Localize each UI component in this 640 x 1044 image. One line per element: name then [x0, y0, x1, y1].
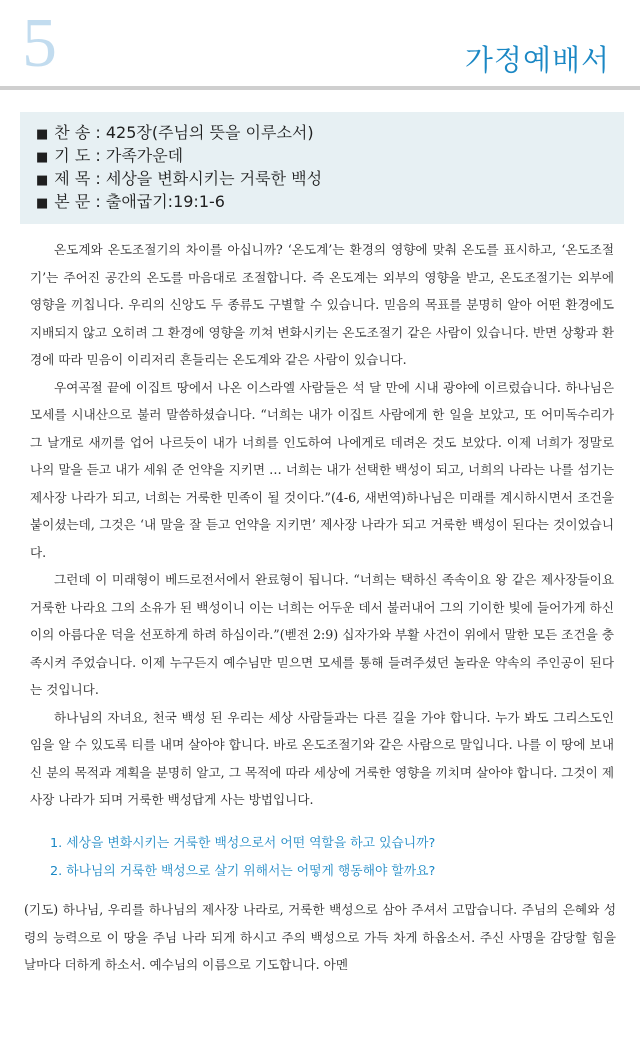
square-bullet-icon: ■: [36, 150, 49, 165]
square-bullet-icon: ■: [36, 127, 49, 142]
question-item: 1. 세상을 변화시키는 거룩한 백성으로서 어떤 역할을 하고 있습니까?: [50, 836, 436, 851]
info-value: 425장(주님의 뜻을 이루소서): [105, 123, 314, 142]
info-row-subject: [36, 168, 322, 192]
info-row-scripture: [36, 191, 225, 215]
info-row-hymn: [36, 122, 314, 146]
info-label: 찬 송: [54, 123, 91, 142]
info-value: 출애굽기:19:1-6: [105, 192, 225, 211]
info-label: 기 도: [54, 146, 91, 165]
info-separator: :: [90, 123, 106, 142]
worship-info-box: [20, 112, 624, 224]
closing-prayer: (기도) 하나님, 우리를 하나님의 제사장 나라로, 거룩한 백성으로 삼아 주셔서 고맙습니다. 주님의 은혜와 성령의 능력으로 이 땅을 주님 나라 되게 하시고 주의 백성으로 가득 차게 하옵소서. 주신 사명을 감당할 힘을 날마다 더하게 하소서. 예수님의 이름으로 기도합니다. 아멘: [24, 902, 616, 972]
info-value: 세상을 변화시키는 거룩한 백성: [105, 169, 323, 188]
question-item: 2. 하나님의 거룩한 백성으로 살기 위해서는 어떻게 행동해야 할까요?: [50, 863, 436, 879]
discussion-questions: [50, 830, 620, 885]
info-row-prayer: [36, 145, 183, 169]
body-paragraph: 온도계와 온도조절기의 차이를 아십니까? ‘온도계’는 환경의 영향에 맞춰 온도를 표시하고, ‘온도조절기’는 주어진 공간의 온도를 마음대로 조절합니다. 즉 온도계는 외부의 영향을 받고, 온도조절기는 외부에 영향을 끼칩니다. 우리의 신앙도 두 종류도 구별할 수 있습니다. 믿음의 목표를 분명히 알아 어떤 환경에도 지배되지 않고 오히려 그 환경에 영향을 끼쳐 변화시키는 온도조절기 같은 사람이 있습니다. 반면 상황과 환경에 따라 믿음이 이리저리 흔들리는 온도계와 같은 사람이 있습니다.: [30, 242, 614, 367]
page-header: [0, 0, 640, 96]
info-label: 본 문: [54, 192, 91, 211]
info-separator: :: [90, 146, 106, 165]
body-paragraph: 하나님의 자녀요, 천국 백성 된 우리는 세상 사람들과는 다른 길을 가야 합니다. 누가 봐도 그리스도인임을 알 수 있도록 티를 내며 살아야 합니다. 바로 온도조절기와 같은 사람으로 말입니다. 나를 이 땅에 보내신 분의 목적과 계획을 분명히 알고, 그 목적에 따라 세상에 거룩한 영향을 끼치며 살아야 합니다. 그것이 제사장 나라가 되며 거룩한 백성답게 사는 방법입니다.: [30, 709, 614, 807]
page-title: 가정예배서: [464, 43, 610, 77]
sermon-body: [30, 236, 614, 814]
chapter-number: 5: [22, 5, 57, 82]
info-value: 가족가운데: [105, 146, 184, 165]
info-separator: :: [90, 169, 106, 188]
square-bullet-icon: ■: [36, 173, 49, 188]
info-label: 제 목: [54, 169, 91, 188]
header-divider: [0, 86, 640, 90]
info-separator: :: [90, 192, 106, 211]
square-bullet-icon: ■: [36, 196, 49, 211]
body-paragraph: 우여곡절 끝에 이집트 땅에서 나온 이스라엘 사람들은 석 달 만에 시내 광야에 이르렀습니다. 하나님은 모세를 시내산으로 불러 말씀하셨습니다. “너희는 내가 이집트 사람에게 한 일을 보았고, 또 어미독수리가 그 날개로 새끼를 업어 나르듯이 내가 너희를 인도하여 나에게로 데려온 것도 보았다. 이제 너희가 정말로 나의 말을 듣고 내가 세워 준 언약을 지키면 … 너희는 내가 선택한 백성이 되고, 너희의 나라는 나를 섬기는 제사장 나라가 되고, 너희는 거룩한 민족이 될 것이다.”(4-6, 새번역)하나님은 미래를 계시하시면서 조건을 붙이셨는데, 그것은 ‘내 말을 잘 듣고 언약을 지키면’ 제사장 나라가 되고 거룩한 백성이 된다는 것이었습니다.: [30, 379, 614, 560]
body-paragraph: 그런데 이 미래형이 베드로전서에서 완료형이 됩니다. “너희는 택하신 족속이요 왕 같은 제사장들이요 거룩한 나라요 그의 소유가 된 백성이니 이는 너희는 어두운 데서 불러내어 그의 기이한 빛에 들어가게 하신 이의 아름다운 덕을 선포하게 하려 하심이라.”(벧전 2:9) 십자가와 부활 사건이 위에서 말한 모든 조건을 충족시켜 주었습니다. 이제 누구든지 예수님만 믿으면 모세를 통해 들려주셨던 놀라운 약속의 주인공이 된다는 것입니다.: [30, 572, 614, 697]
